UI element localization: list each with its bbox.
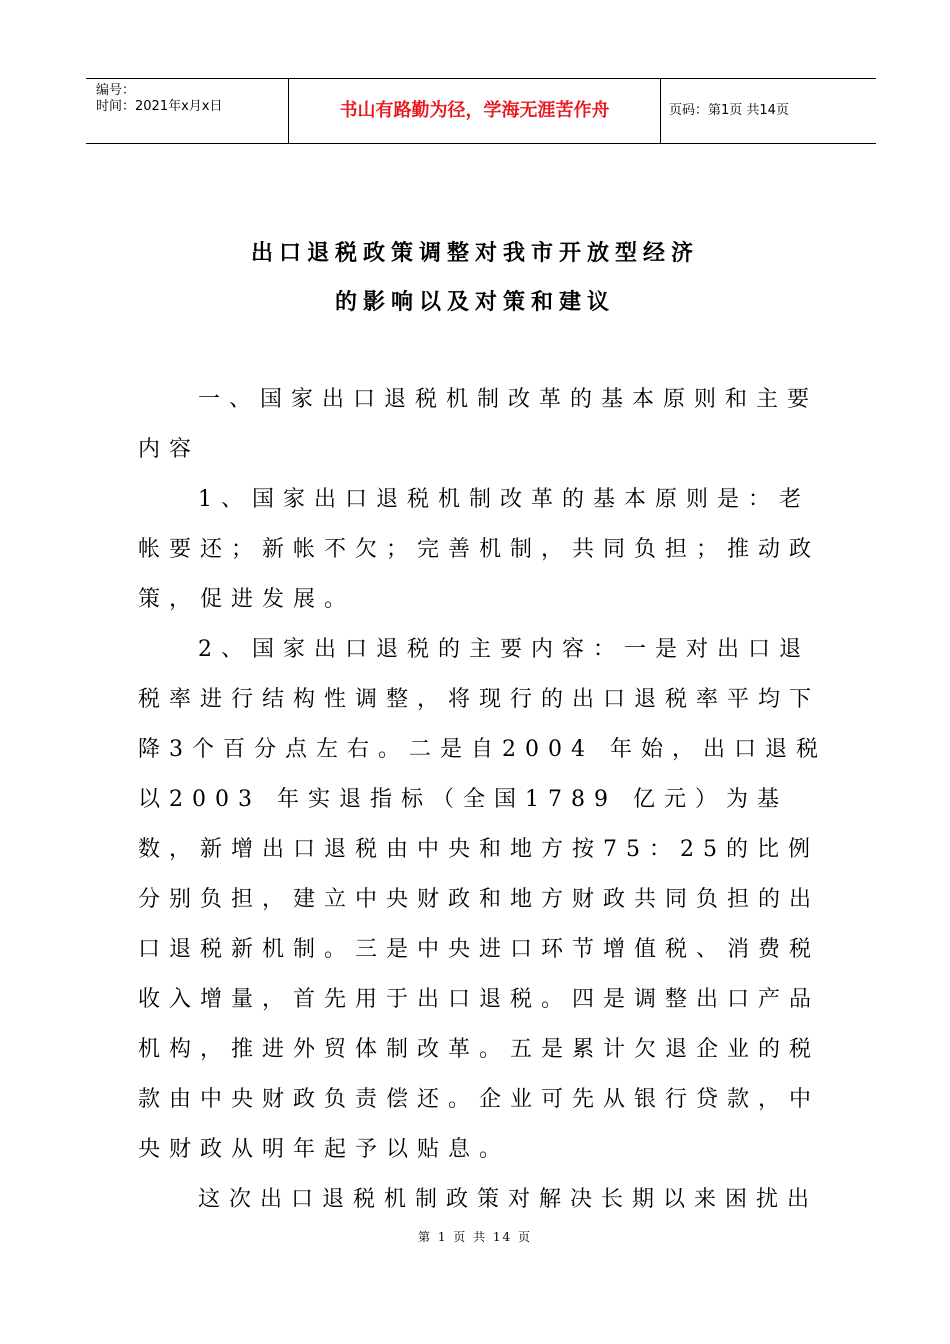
document-title-line-2: 的影响以及对策和建议 [334,290,615,315]
page-header [86,78,876,144]
section-heading: 一、国家出口退税机制改革的基本原则和主要内容 [138,387,819,462]
body-paragraph: 这次出口退税机制政策对解决长期以来困扰出 [198,1187,819,1212]
header-meta [86,79,288,143]
page-footer: 第 1 页 共 14 页 [418,1230,532,1244]
document-body [138,375,838,1225]
body-paragraph: 2、国家出口退税的主要内容：一是对出口退税率进行结构性调整，将现行的出口退税率平均下降3个百分点左右。二是自2004 年始，出口退税以2003 年实退指标（全国1789 亿元）为基数，新增出口退税由中央和地方按75：25的比例分别负担，建立中央财政和地方财政共同负担的出口退税新机制。三是中央进口环节增值税、消费税收入增量，首先用于出口退税。四是调整出口产品机构，推进外贸体制改革。五是累计欠退企业的税款由中央财政负责偿还。企业可先从银行贷款，中央财政从明年起予以贴息。 [138,637,827,1162]
body-paragraph: 1、国家出口退税机制改革的基本原则是：老帐要还；新帐不欠；完善机制，共同负担；推动政策，促进发展。 [138,487,821,612]
header-page-label: 页码：第1页 共14页 [669,103,789,118]
document-number-label: 编号： [96,83,136,98]
header-motto: 书山有路勤为径，学海无涯苦作舟 [288,79,661,143]
document-title-line-1: 出口退税政策调整对我市开放型经济 [250,241,699,266]
document-time-label: 时间：2021年x月x日 [96,99,223,114]
